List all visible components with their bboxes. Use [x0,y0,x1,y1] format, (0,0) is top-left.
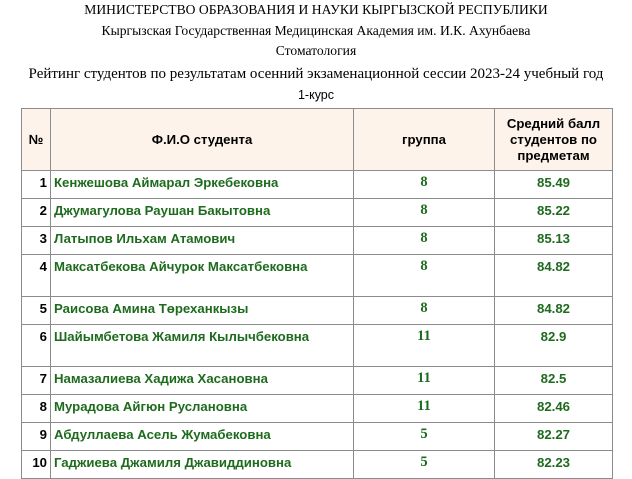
row-num: 5 [22,297,51,325]
col-header-group: группа [354,109,495,171]
table-row [22,227,613,255]
row-num: 4 [22,255,51,297]
row-num: 10 [22,451,51,479]
rating-table [21,108,613,479]
student-group: 8 [354,199,495,227]
row-num: 8 [22,395,51,423]
col-header-num: № [22,109,51,171]
table-row [22,171,613,199]
row-num: 2 [22,199,51,227]
ministry-title: МИНИСТЕРСТВО ОБРАЗОВАНИЯ И НАУКИ КЫРГЫЗСКОЙ РЕСПУБЛИКИ [84,2,548,17]
table-header-row [22,109,613,171]
row-num: 7 [22,367,51,395]
student-group: 5 [354,423,495,451]
page-title: Рейтинг студентов по результатам осенний экзаменационной сессии 2023-24 учебный год [28,66,604,82]
table-row [22,451,613,479]
course-label: 1-курс [297,88,335,102]
row-num: 3 [22,227,51,255]
student-group: 11 [354,367,495,395]
student-avg: 82.9 [495,325,613,367]
student-name: Раисова Амина Төреханкызы [51,297,354,325]
col-header-avg: Средний балл студентов по предметам [495,109,613,171]
table-row [22,325,613,367]
row-num: 6 [22,325,51,367]
table-row [22,297,613,325]
student-avg: 84.82 [495,255,613,297]
student-avg: 82.5 [495,367,613,395]
table-row [22,395,613,423]
student-name: Мурадова Айгюн Руслановна [51,395,354,423]
student-avg: 85.49 [495,171,613,199]
student-group: 8 [354,297,495,325]
table-row [22,255,613,297]
student-avg: 82.23 [495,451,613,479]
faculty-name: Стоматология [275,43,357,58]
student-avg: 85.13 [495,227,613,255]
student-group: 5 [354,451,495,479]
student-group: 11 [354,325,495,367]
col-header-name: Ф.И.О студента [51,109,354,171]
student-name: Джумагулова Раушан Бакытовна [51,199,354,227]
student-group: 8 [354,227,495,255]
row-num: 9 [22,423,51,451]
student-avg: 82.46 [495,395,613,423]
student-avg: 84.82 [495,297,613,325]
student-name: Шайымбетова Жамиля Кылычбековна [51,325,354,367]
table-row [22,199,613,227]
student-name: Максатбекова Айчурок Максатбековна [51,255,354,297]
student-name: Кенжешова Аймарал Эркебековна [51,171,354,199]
student-group: 11 [354,395,495,423]
student-name: Гаджиева Джамиля Джавиддиновна [51,451,354,479]
row-num: 1 [22,171,51,199]
table-row [22,423,613,451]
student-name: Абдуллаева Асель Жумабековна [51,423,354,451]
student-avg: 82.27 [495,423,613,451]
student-name: Латыпов Ильхам Атамович [51,227,354,255]
student-group: 8 [354,171,495,199]
table-row [22,367,613,395]
academy-name: Кыргызская Государственная Медицинская Академия им. И.К. Ахунбаева [101,23,531,38]
student-name: Намазалиева Хадижа Хасановна [51,367,354,395]
student-group: 8 [354,255,495,297]
student-avg: 85.22 [495,199,613,227]
